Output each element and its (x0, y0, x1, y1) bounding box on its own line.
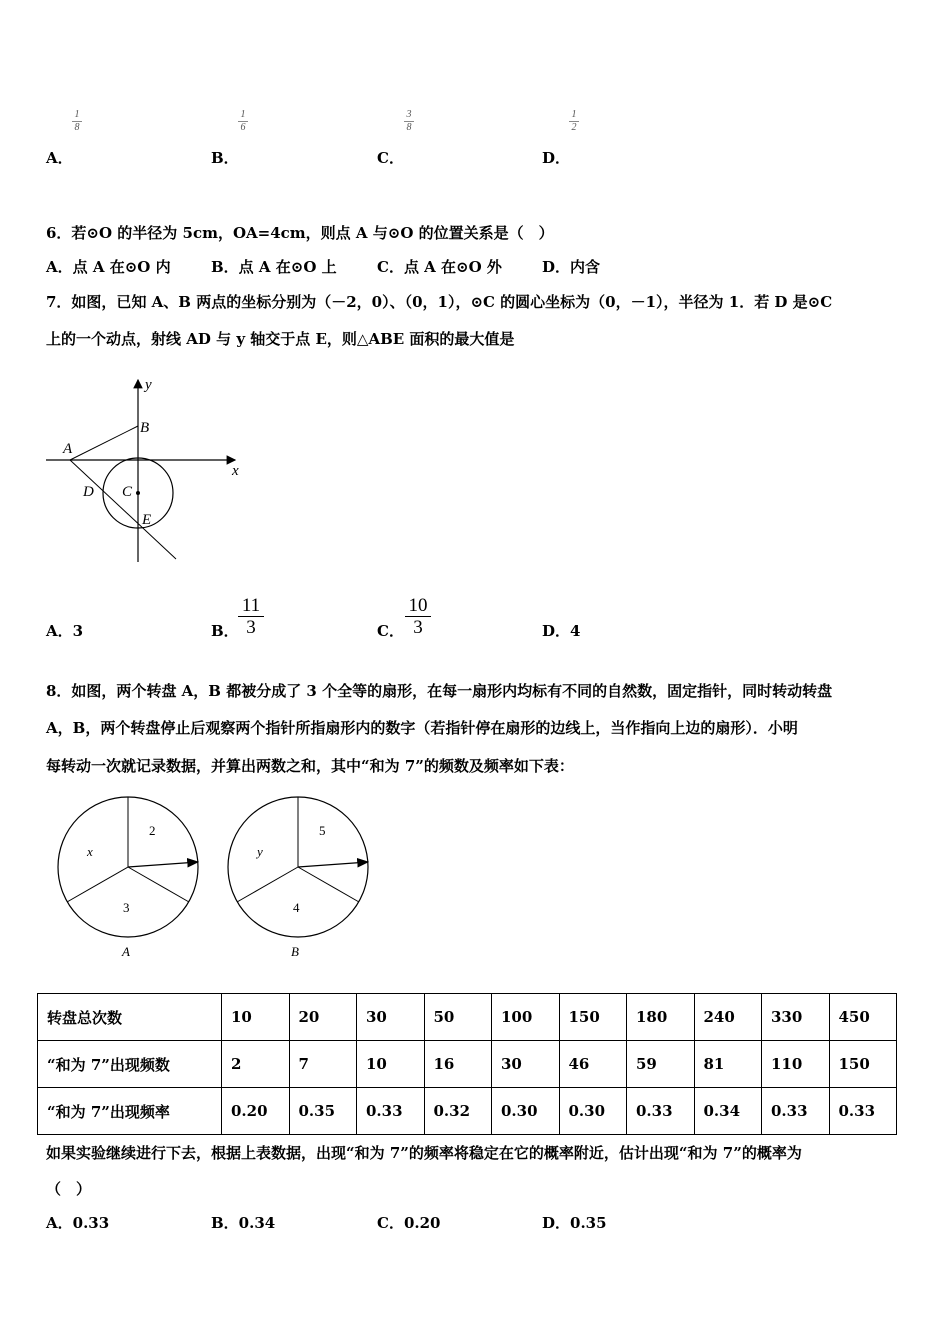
label-a: A (63, 441, 73, 457)
q8-option-b: B．0.34 (211, 1214, 276, 1232)
q5-option-b-label: B． (211, 149, 239, 167)
q7-coordinate-figure (40, 376, 250, 566)
table-cell: 150 (559, 994, 627, 1041)
label-e: E (142, 512, 152, 528)
ray-ad (70, 460, 176, 559)
table-row (38, 994, 897, 1041)
table-cell: 0.30 (559, 1088, 627, 1135)
label-y: y (145, 377, 152, 393)
table-cell: 0.30 (492, 1088, 560, 1135)
q5-option-c-label: C． (377, 149, 404, 167)
q7-option-c-fraction: 10 3 (405, 596, 431, 637)
table-cell: 0.34 (694, 1088, 762, 1135)
spinner-b (228, 797, 368, 959)
q6-option-c: C．点 A 在⊙O 外 (377, 258, 502, 276)
segment-ab (70, 426, 138, 460)
spinner-b-sector-y: y (257, 844, 263, 859)
label-c: C (122, 484, 133, 500)
q8-stem-line2: A，B，两个转盘停止后观察两个指针所指扇形内的数字（若指针停在扇形的边线上，当作指向上边的扇形）．小明 (46, 719, 798, 737)
table-row (38, 1088, 897, 1135)
q6-stem: 6．若⊙O 的半径为 5cm，OA=4cm，则点 A 与⊙O 的位置关系是（ ） (46, 224, 554, 242)
spinner-a-name: A (122, 944, 130, 959)
table-row-header: “和为 7”出现频率 (38, 1088, 222, 1135)
frequency-table (37, 993, 897, 1135)
table-cell: 0.33 (762, 1088, 830, 1135)
spinner-b-pointer (298, 862, 368, 867)
spinner-a-sector-x: x (87, 844, 93, 859)
spinner-b-name: B (291, 944, 299, 959)
table-cell: 110 (762, 1041, 830, 1088)
spinner-b-sector-4: 4 (293, 900, 300, 915)
spinner-a-sector-2: 2 (149, 823, 156, 838)
q5-option-c-fraction: 3 8 (404, 110, 414, 133)
q8-stem-line1: 8．如图，两个转盘 A，B 都被分成了 3 个全等的扇形，在每一扇形内均标有不同的自然数，固定指针，同时转动转盘 (46, 682, 833, 700)
spinner-b-sector-5: 5 (319, 823, 326, 838)
spinner-a (58, 797, 198, 959)
q7-option-a: A．3 (46, 622, 84, 640)
table-cell: 10 (222, 994, 290, 1041)
q7-option-b-fraction: 11 3 (238, 596, 264, 637)
table-cell: 450 (829, 994, 897, 1041)
table-cell: 0.33 (829, 1088, 897, 1135)
table-cell: 0.20 (222, 1088, 290, 1135)
table-cell: 59 (627, 1041, 695, 1088)
q8-followup-line1: 如果实验继续进行下去，根据上表数据，出现“和为 7”的频率将稳定在它的概率附近，估计出现“和为 7”的概率为 (46, 1144, 802, 1162)
q8-option-d: D．0.35 (542, 1214, 607, 1232)
table-row-header: “和为 7”出现频数 (38, 1041, 222, 1088)
table-row (38, 1041, 897, 1088)
table-cell: 10 (357, 1041, 425, 1088)
q7-option-d: D．4 (542, 622, 581, 640)
q7-stem-line2: 上的一个动点，射线 AD 与 y 轴交于点 E，则△ABE 面积的最大值是 (46, 330, 515, 348)
q5-option-d-label: D． (542, 149, 571, 167)
center-c-point (136, 491, 140, 495)
spinner-a-sector-3: 3 (123, 900, 130, 915)
spinner-a-pointer (128, 862, 198, 867)
q7-stem-line1: 7．如图，已知 A、B 两点的坐标分别为（－2，0）、（0，1），⊙C 的圆心坐标为（0，－1），半径为 1．若 D 是⊙C (46, 293, 833, 311)
table-cell: 240 (694, 994, 762, 1041)
q8-option-a: A．0.33 (46, 1214, 110, 1232)
table-cell: 2 (222, 1041, 290, 1088)
label-x: x (232, 463, 239, 479)
label-b: B (140, 420, 150, 436)
q7-option-c-label: C． (377, 622, 404, 640)
table-cell: 81 (694, 1041, 762, 1088)
table-cell: 30 (492, 1041, 560, 1088)
q5-option-d-fraction: 1 2 (569, 110, 579, 133)
table-cell: 16 (424, 1041, 492, 1088)
table-cell: 180 (627, 994, 695, 1041)
table-cell: 50 (424, 994, 492, 1041)
q8-stem-line3: 每转动一次就记录数据，并算出两数之和，其中“和为 7”的频数及频率如下表： (46, 757, 574, 775)
table-cell: 7 (289, 1041, 357, 1088)
q6-option-b: B．点 A 在⊙O 上 (211, 258, 337, 276)
q6-option-a: A．点 A 在⊙O 内 (46, 258, 171, 276)
table-cell: 330 (762, 994, 830, 1041)
q5-option-a-fraction: 1 8 (72, 110, 82, 133)
table-cell: 0.33 (357, 1088, 425, 1135)
q5-option-b-fraction: 1 6 (238, 110, 248, 133)
table-cell: 0.35 (289, 1088, 357, 1135)
label-d: D (83, 484, 94, 500)
table-cell: 150 (829, 1041, 897, 1088)
table-cell: 100 (492, 994, 560, 1041)
table-cell: 20 (289, 994, 357, 1041)
table-cell: 30 (357, 994, 425, 1041)
q8-spinners-figure (50, 790, 390, 965)
q8-followup-line2: （ ） (46, 1180, 92, 1198)
q5-option-a-label: A． (46, 149, 73, 167)
table-cell: 0.32 (424, 1088, 492, 1135)
q8-option-c: C．0.20 (377, 1214, 441, 1232)
q7-option-b-label: B． (211, 622, 239, 640)
q6-option-d: D．内含 (542, 258, 601, 276)
table-cell: 0.33 (627, 1088, 695, 1135)
table-cell: 46 (559, 1041, 627, 1088)
table-row-header: 转盘总次数 (38, 994, 222, 1041)
